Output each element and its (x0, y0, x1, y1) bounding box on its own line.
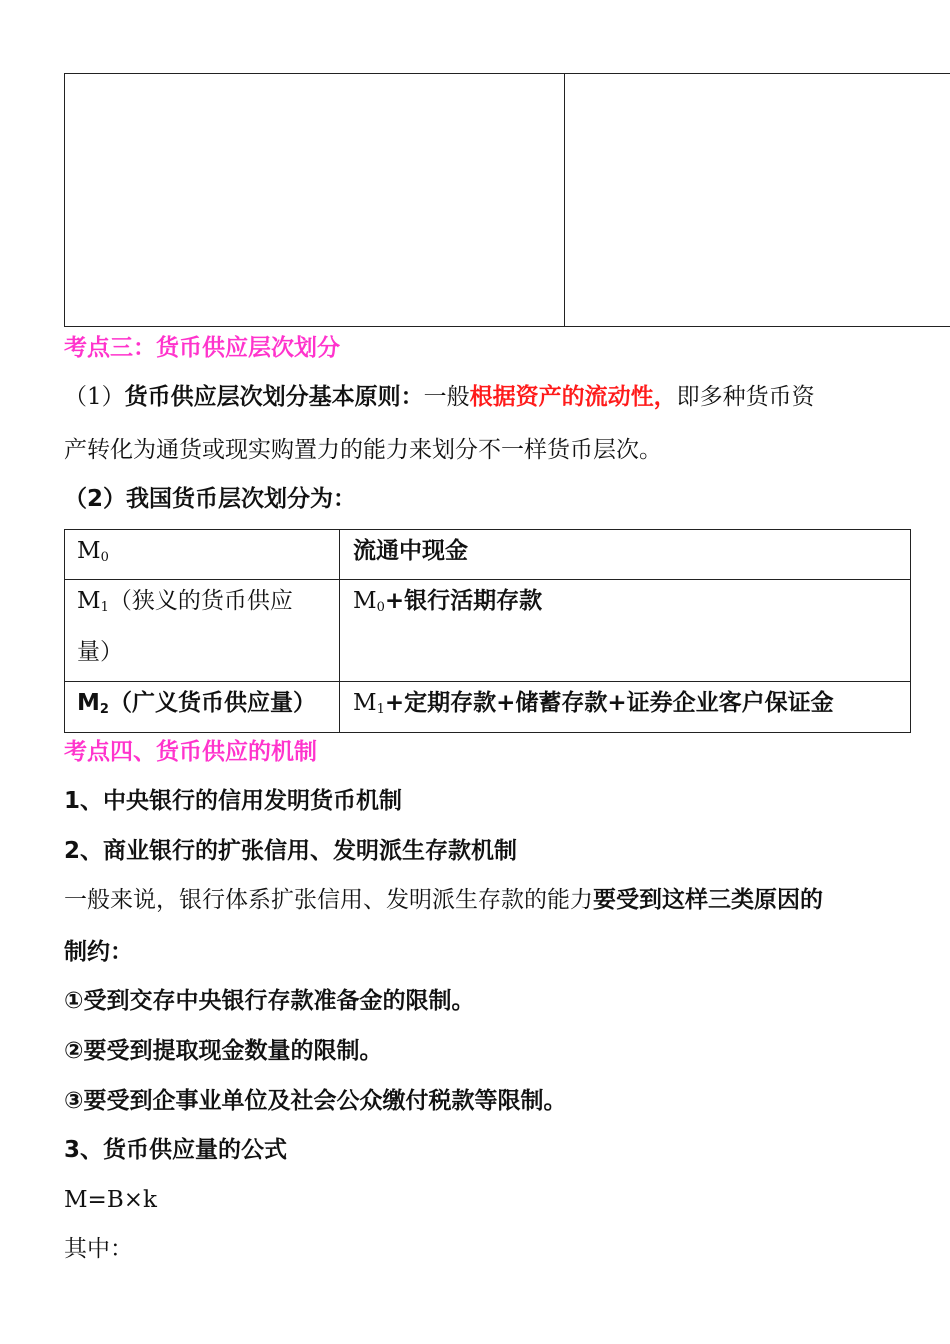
table-cell-m1-definition (353, 586, 542, 623)
section4-item1: 1、中央银行的信用发明货币机制 (64, 788, 403, 814)
table-row-divider (65, 681, 910, 682)
section4-paragraph (64, 885, 823, 915)
table-cell-m2-label (77, 688, 316, 725)
m-subscript: 1 (376, 702, 385, 717)
where-label: 其中： (64, 1236, 133, 1262)
section3-heading: 考点三：货币供应层次划分 (64, 335, 340, 361)
section4-heading: 考点四、货币供应的机制 (64, 739, 317, 765)
section4-item3: 3、货币供应量的公式 (64, 1137, 288, 1163)
section4-paragraph-line2: 制约： (64, 939, 133, 965)
p1-red: 根据资产的流动性， (469, 384, 677, 410)
m-symbol: M (353, 588, 377, 614)
para-bold: 要受到这样三类原因的 (593, 887, 823, 913)
m1-label-text: （狭义的货币供应 (108, 588, 293, 614)
table-cell-m1-label-line2: 量） (77, 639, 123, 665)
m-subscript: 1 (100, 600, 109, 615)
m-symbol: M (353, 690, 377, 716)
section3-paragraph2: （2）我国货币层次划分为： (64, 486, 357, 512)
table-row-divider (65, 579, 910, 580)
m-symbol: M (77, 538, 101, 564)
p1-normal: 一般 (423, 384, 470, 410)
table-vertical-divider (339, 530, 340, 732)
m-symbol: M (77, 690, 100, 716)
para-normal: 一般来说，银行体系扩张信用、发明派生存款的能力 (64, 887, 593, 913)
m-subscript: 0 (376, 600, 385, 615)
m-subscript: 0 (100, 550, 109, 565)
m1-definition-text: +银行活期存款 (384, 588, 543, 614)
p1-rest: 即多种货币资 (676, 384, 815, 410)
continuation-table (64, 73, 950, 327)
table-cell-m2-definition (353, 688, 834, 725)
money-supply-table (64, 529, 911, 733)
m-symbol: M (77, 588, 101, 614)
p1-prefix: （1） (64, 384, 125, 410)
constraint-3: ③要受到企事业单位及社会公众缴付税款等限制。 (64, 1088, 567, 1114)
section3-paragraph1 (64, 382, 815, 412)
table-cell-m0-label (77, 536, 109, 573)
table-cell-m0-definition: 流通中现金 (353, 538, 468, 564)
constraint-2: ②要受到提取现金数量的限制。 (64, 1038, 383, 1064)
section4-item2: 2、商业银行的扩张信用、发明派生存款机制 (64, 838, 518, 864)
section3-paragraph1-line2: 产转化为通货或现实购置力的能力来划分不一样货币层次。 (64, 437, 662, 463)
constraint-1: ①受到交存中央银行存款准备金的限制。 (64, 988, 475, 1014)
p1-bold: 货币供应层次划分基本原则： (124, 384, 424, 410)
m-subscript: 2 (99, 702, 109, 717)
m2-definition-text: +定期存款+储蓄存款+证券企业客户保证金 (384, 690, 834, 716)
table-column-divider (564, 74, 565, 326)
m2-label-text: （广义货币供应量） (108, 690, 316, 716)
table-cell-m1-label (77, 586, 293, 623)
formula: M=B×k (64, 1187, 157, 1213)
